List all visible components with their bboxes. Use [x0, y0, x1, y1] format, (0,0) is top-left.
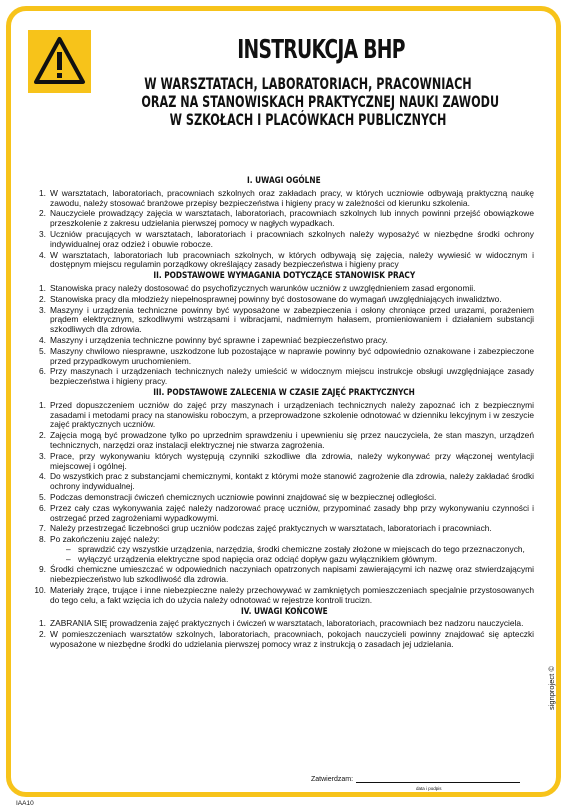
subtitle-line: W WARSZTATACH, LABORATORIACH, PRACOWNIACH — [144, 74, 472, 93]
section-heading — [34, 272, 534, 282]
brand-mark: signproject © — [547, 666, 556, 710]
list-item — [34, 452, 534, 472]
list-item — [34, 535, 534, 564]
list-item — [34, 493, 534, 503]
instruction-list — [34, 401, 534, 606]
section-heading-text: I. UWAGI OGÓLNE — [247, 176, 321, 186]
item-text: Maszyny i urządzenia techniczne powinny być sprawne i zapewniać bezpieczeństwo pracy. — [50, 334, 388, 345]
item-text: Nauczyciele prowadzący zajęcia w warsztatach, laboratoriach, pracowniach szkolnych lub innych powinni przejść obowiązkowe przeszkolenie z zakresu udzielania pierwszej pomocy w nagłych wypadkach. — [50, 208, 534, 229]
item-text: Maszyny i urządzenia techniczne powinny być wyposażone w zabezpieczenia i osłony chroniące przed urazami, porażeniem prądem elektrycznym, szkodliwymi wstrząsami i wibracjami, nadmiernym hałasem, promieniowaniem i działaniem substancji szkodliwych dla zdrowia. — [50, 304, 534, 335]
approved-label: Zatwierdzam: — [311, 776, 354, 783]
item-number: 3. — [39, 450, 46, 461]
list-item — [34, 565, 534, 585]
section — [34, 177, 534, 270]
section-heading — [34, 608, 534, 618]
item-text: Stanowiska pracy należy dostosować do psychofizycznych warunków uczniów z uwzględnieniem zasad ergonomii. — [50, 282, 476, 293]
signature-caption: data i podpis — [416, 786, 442, 791]
item-text: Podczas demonstracji ćwiczeń chemicznych uczniowie powinni znajdować się w bezpiecznej odległości. — [50, 491, 437, 502]
item-text: ZABRANIA SIĘ prowadzenia zajęć praktycznych i ćwiczeń w warsztatach, laboratoriach, pracowniach bez nadzoru nauczyciela. — [50, 618, 524, 629]
list-item — [34, 524, 534, 534]
list-item — [34, 586, 534, 606]
section — [34, 272, 534, 387]
item-number: 6. — [39, 502, 46, 513]
item-text: Maszyny chwilowo niesprawne, uszkodzone lub pozostające w naprawie powinny być odpowiednio oznakowane i zabezpieczone przed przypadkowym uruchomieniem. — [50, 345, 534, 366]
signature-line — [356, 782, 520, 783]
list-item — [34, 306, 534, 335]
section-heading-text: III. PODSTAWOWE ZALECENIA W CZASIE ZAJĘĆ PRAKTYCZNYCH — [153, 387, 415, 398]
item-number: 3. — [39, 228, 46, 239]
subtitle-line: ORAZ NA STANOWISKACH PRAKTYCZNEJ NAUKI ZAWODU — [141, 92, 500, 111]
page-subtitle — [70, 75, 546, 129]
sub-list-item: – wyłączyć urządzenia elektryczne spod napięcia oraz odciąć dopływ gazu wyłącznikiem głównym. — [50, 555, 534, 565]
list-item — [34, 230, 534, 250]
item-number: 10. — [34, 585, 46, 596]
subtitle-line: W SZKOŁACH I PLACÓWKACH PUBLICZNYCH — [169, 110, 447, 129]
section — [34, 389, 534, 606]
item-number: 2. — [39, 430, 46, 441]
item-number: 7. — [39, 523, 46, 534]
item-text: W pomieszczeniach warsztatów szkolnych, laboratoriach, pracowniach, pokojach nauczycieli powinny znajdować się apteczki wyposażone w niezbędne środki do udzielania pierwszej pomocy wraz z instrukcją o zasadach jej udzielania. — [50, 629, 534, 650]
page-title: INSTRUKCJA BHP — [237, 35, 405, 65]
item-text: Uczniów pracujących w warsztatach, laboratoriach i pracowniach szkolnych należy wyposażyć w niezbędne środki ochrony indywidualnej oraz odzież i obuwie robocze. — [50, 228, 534, 249]
item-number: 4. — [39, 471, 46, 482]
instruction-list — [34, 619, 534, 649]
sub-list-item: – sprawdzić czy wszystkie urządzenia, narzędzia, środki chemiczne zostały złożone w miejscach do tego przeznaczonych, — [50, 545, 534, 555]
list-item — [34, 347, 534, 367]
section-heading-text: II. PODSTAWOWE WYMAGANIA DOTYCZĄCE STANOWISK PRACY — [153, 271, 415, 282]
item-number: 1. — [39, 399, 46, 410]
item-number: 2. — [39, 293, 46, 304]
item-number: 8. — [39, 534, 46, 545]
item-number: 1. — [39, 618, 46, 629]
item-number: 3. — [39, 304, 46, 315]
list-item — [34, 251, 534, 271]
section-heading — [34, 389, 534, 399]
item-text: W warsztatach, laboratoriach, pracowniach szkolnych oraz zakładach pracy, w których uczniowie odbywają praktyczną naukę zawodu, należy stosować branżowe przepisy bezpieczeństwa i higieny pracy w zależności od kierunku szkolenia. — [50, 187, 534, 208]
item-text: W warsztatach, laboratoriach lub pracowniach szkolnych, w których odbywają się zajęcia, należy wywiesić w widocznym i dostępnym miejscu regulamin porządkowy określający zasady bezpieczeństwa i higieny pracy — [50, 249, 534, 270]
section — [34, 608, 534, 650]
item-number: 2. — [39, 208, 46, 219]
sub-list — [50, 545, 534, 565]
list-item — [34, 619, 534, 629]
list-item — [34, 295, 534, 305]
item-text: Po zakończeniu zajęć należy: — [50, 534, 160, 545]
list-item — [34, 504, 534, 524]
list-item — [34, 336, 534, 346]
item-number: 6. — [39, 366, 46, 377]
list-item — [34, 209, 534, 229]
instruction-list — [34, 189, 534, 270]
section-heading-text: IV. UWAGI KOŃCOWE — [240, 606, 328, 617]
item-text: Prace, przy wykonywaniu których występują czynniki szkodliwe dla zdrowia, należy wykonywać przy włączonej wentylacji miejscowej i ogólnej. — [50, 450, 534, 471]
item-text: Środki chemiczne umieszczać w odpowiednich naczyniach opatrzonych napisami zawierającymi ich nazwę oraz stwierdzającymi niebezpieczeństwo lub szkodliwość dla zdrowia. — [50, 564, 534, 585]
list-item — [34, 189, 534, 209]
list-item — [34, 284, 534, 294]
item-number: 4. — [39, 249, 46, 260]
item-number: 1. — [39, 187, 46, 198]
list-item — [34, 630, 534, 650]
item-number: 4. — [39, 334, 46, 345]
instruction-list — [34, 284, 534, 387]
item-number: 1. — [39, 282, 46, 293]
item-text: Należy przestrzegać liczebności grup uczniów podczas zajęć praktycznych w warsztatach, laboratoriach i pracowniach. — [50, 523, 492, 534]
item-text: Przed dopuszczeniem uczniów do zajęć przy maszynach i urządzeniach technicznych należy zapoznać ich z bezpiecznymi zasadami i metodami pracy na stanowisku roboczym, a przeprowadzone szkolenie odnotować w dzienniku lekcyjnym i w zeszycie zajęć praktycznych uczniów. — [50, 399, 534, 430]
item-text: Przy maszynach i urządzeniach technicznych należy umieścić w widocznym miejscu instrukcje obsługi uwzględniające zasady bezpieczeństwa i higieny pracy. — [50, 366, 534, 387]
item-number: 5. — [39, 345, 46, 356]
list-item — [34, 401, 534, 430]
item-text: Zajęcia mogą być prowadzone tylko po uprzednim sprawdzeniu i upewnieniu się przez nauczyciela, że stan maszyn, urządzeń technicznych, narzędzi oraz instalacji elektrycznej nie stwarza zagrożenia. — [50, 430, 534, 450]
product-code: IAA10 — [16, 800, 34, 807]
item-text: Stanowiska pracy dla młodzieży niepełnosprawnej powinny być dostosowane do wymagań uwzględniających inwalidztwo. — [50, 293, 502, 304]
list-item — [34, 431, 534, 451]
instruction-body — [34, 177, 534, 651]
list-item — [34, 472, 534, 492]
section-heading — [34, 177, 534, 187]
item-text: Materiały żrące, trujące i inne niebezpieczne należy przechowywać w zamkniętych pomieszczeniach specjalnie przystosowanych do tego celu, a fakt wzięcia ich do użycia należy odnotować w rejestrze kontroli trucizn. — [50, 585, 534, 605]
item-number: 5. — [39, 491, 46, 502]
item-text: Przez cały czas wykonywania zajęć należy nadzorować pracę uczniów, przypominać zasady bhp przy wykonywaniu czynności i ostrzegać przed zagrożeniami wypadkowymi. — [50, 502, 534, 523]
item-number: 2. — [39, 629, 46, 640]
item-number: 9. — [39, 564, 46, 575]
list-item — [34, 367, 534, 387]
item-text: Do wszystkich prac z substancjami chemicznymi, kontakt z którymi może stanowić zagrożenie dla zdrowia, należy zakładać środki ochrony indywidualnej. — [50, 471, 534, 492]
